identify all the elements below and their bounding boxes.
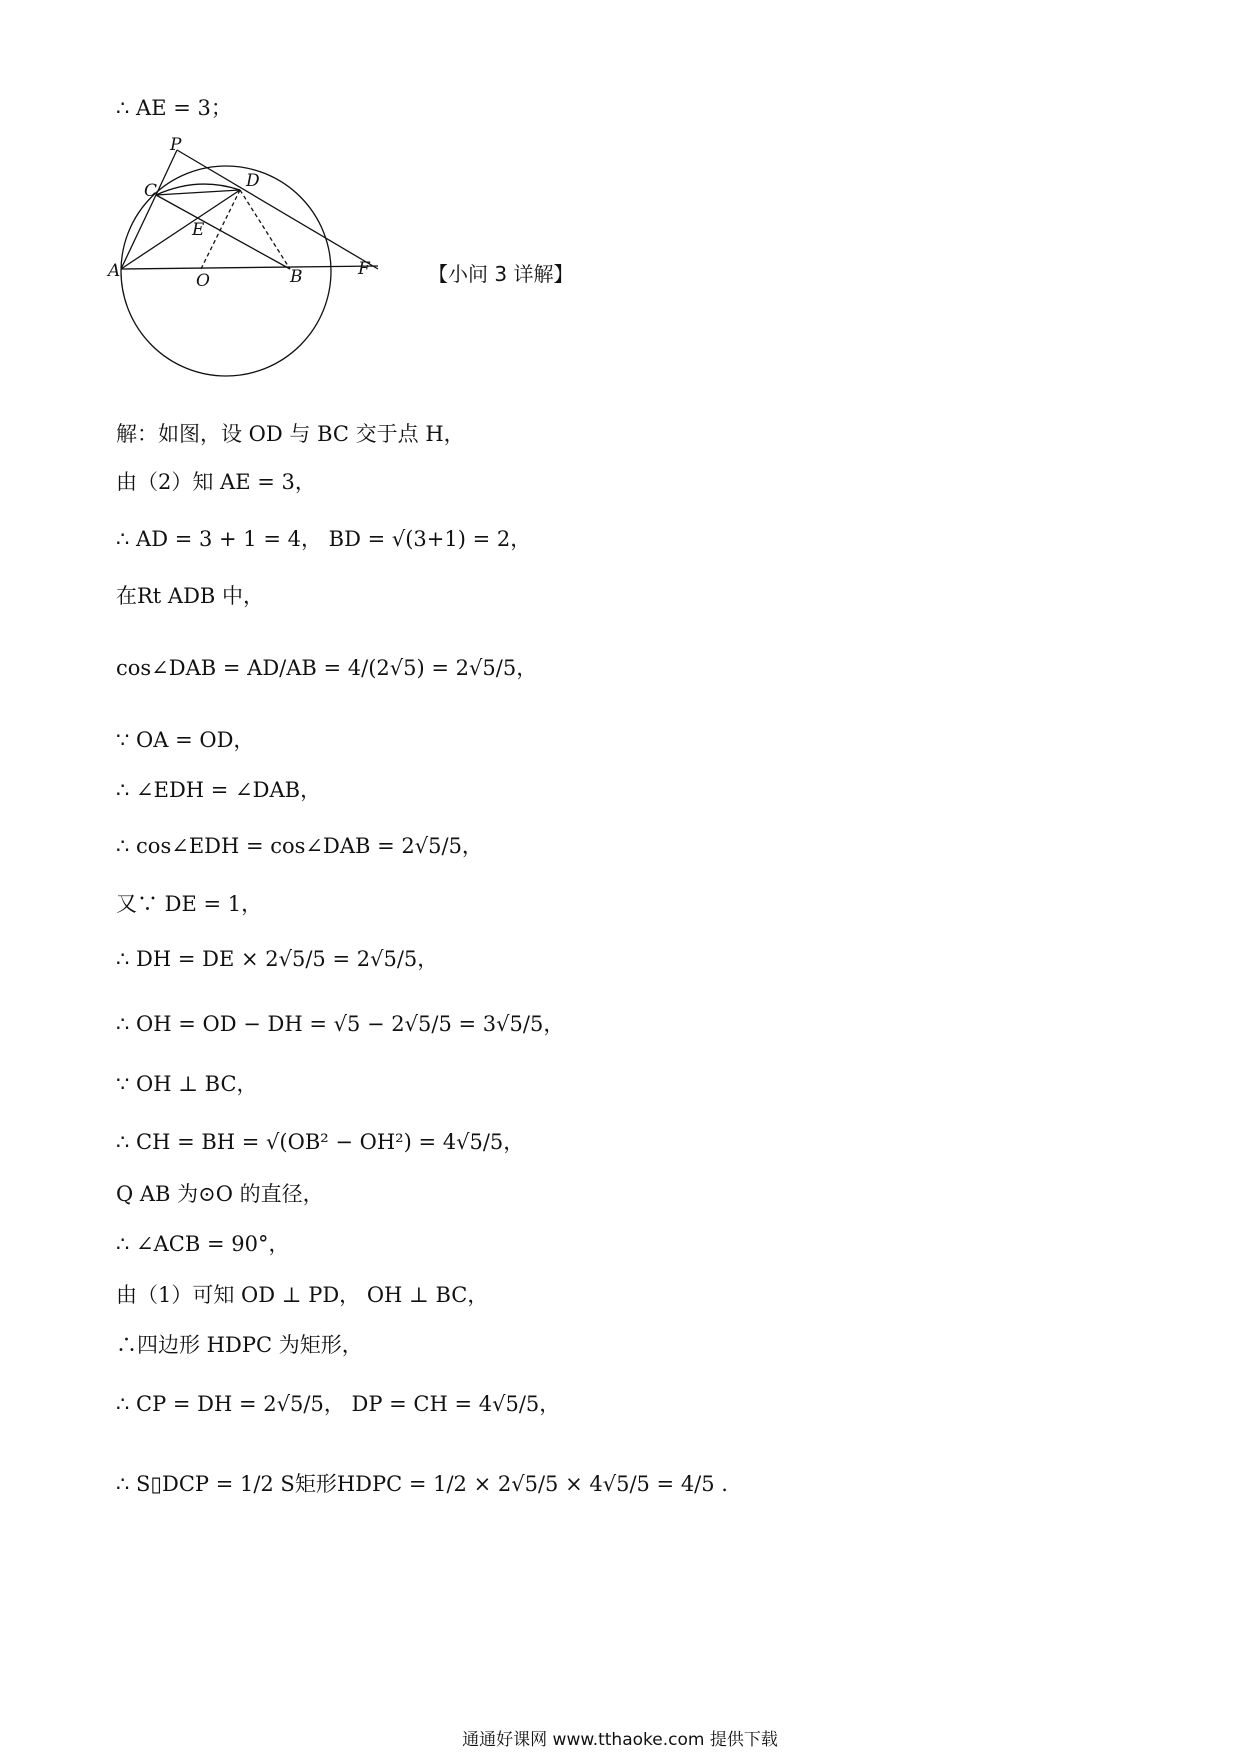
line-do <box>201 190 240 269</box>
text-line-12: ∴ OH = OD − DH = √5 − 2√5/5 = 3√5/5， <box>116 1012 565 1036</box>
label-c: C <box>144 181 158 201</box>
line-ad <box>121 190 240 269</box>
text-line-16: ∴ ∠ACB = 90°， <box>116 1232 290 1256</box>
line-af <box>121 266 378 269</box>
text-line-2: 解：如图，设 OD 与 BC 交于点 H， <box>116 422 465 446</box>
text-line-6: cos∠DAB = AD/AB = 4/(2√5) = 2√5/5， <box>116 656 538 680</box>
text-line-4: ∴ AD = 3 + 1 = 4， BD = √(3+1) = 2， <box>116 527 532 551</box>
label-b: B <box>290 267 303 287</box>
label-f: F <box>358 259 370 279</box>
line-cd <box>156 190 240 195</box>
text-line-10: 又∵ DE = 1， <box>116 892 263 916</box>
footer-text: 通通好课网 www.tthaoke.com 提供下载 <box>462 1730 778 1750</box>
text-line-11: ∴ DH = DE × 2√5/5 = 2√5/5， <box>116 947 439 971</box>
subheading: 【小问 3 详解】 <box>428 262 574 286</box>
arc-cd <box>156 184 240 195</box>
label-e: E <box>192 220 205 240</box>
tangent-pf <box>177 150 378 269</box>
text-line-17: 由（1）可知 OD ⊥ PD， OH ⊥ BC， <box>116 1283 489 1307</box>
text-line-1: ∴ AE = 3； <box>116 96 232 120</box>
text-line-20: ∴ S▯DCP = 1/2 S矩形HDPC = 1/2 × 2√5/5 × 4√5/5 = 4/5 . <box>116 1472 728 1496</box>
text-line-15: Q AB 为⊙O 的直径， <box>116 1182 324 1206</box>
geometry-figure <box>108 135 420 400</box>
text-line-7: ∵ OA = OD， <box>116 728 255 752</box>
text-line-19: ∴ CP = DH = 2√5/5， DP = CH = 4√5/5， <box>116 1392 561 1416</box>
text-line-13: ∵ OH ⊥ BC， <box>116 1072 258 1096</box>
text-line-9: ∴ cos∠EDH = cos∠DAB = 2√5/5， <box>116 834 483 858</box>
text-line-3: 由（2）知 AE = 3， <box>116 470 316 494</box>
label-o: O <box>196 271 210 291</box>
text-line-8: ∴ ∠EDH = ∠DAB， <box>116 778 322 802</box>
label-d: D <box>246 171 260 191</box>
label-p: P <box>170 135 182 155</box>
text-line-18: ∴四边形 HDPC 为矩形， <box>116 1333 363 1357</box>
text-line-5: 在Rt ADB 中， <box>116 584 265 608</box>
text-line-14: ∴ CH = BH = √(OB² − OH²) = 4√5/5， <box>116 1130 525 1154</box>
label-a: A <box>108 261 121 281</box>
